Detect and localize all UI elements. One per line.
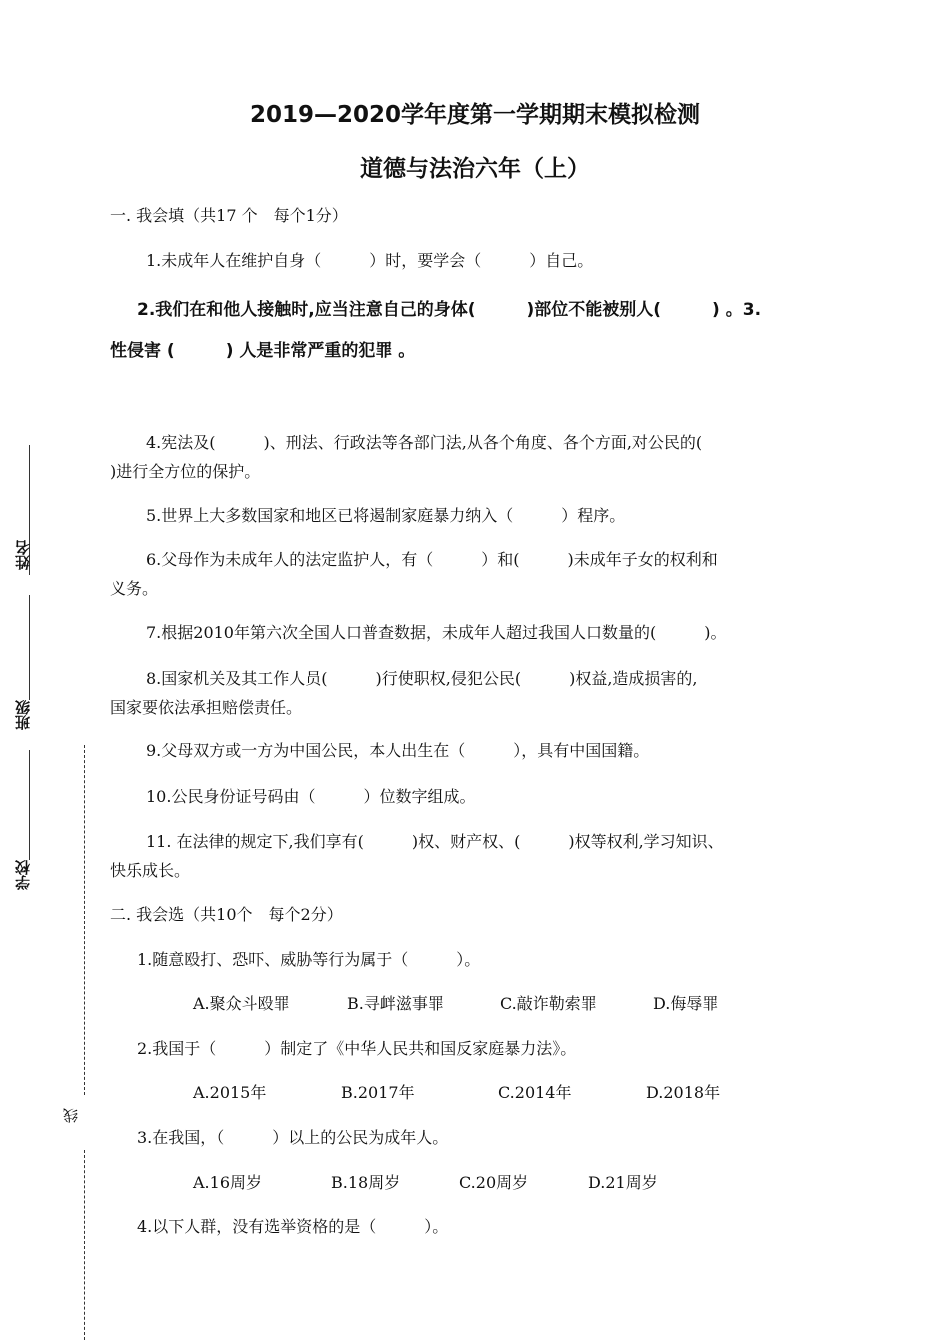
question-1-4-cont: )进行全方位的保护。 (110, 462, 261, 481)
q2-3-option-b: B.18周岁 (331, 1173, 401, 1192)
question-1-1: 1.未成年人在维护自身（ ）时，要学会（ ）自己。 (146, 251, 594, 270)
question-1-6-cont: 义务。 (110, 579, 159, 598)
question-2-2: 2.我国于（ ）制定了《中华人民共和国反家庭暴力法》。 (137, 1039, 577, 1058)
question-2-3: 3.在我国，（ ）以上的公民为成年人。 (137, 1128, 449, 1147)
class-label: 班级 (14, 700, 32, 730)
name-label: 姓名 (14, 540, 32, 570)
section1-heading: 一. 我会填（共17 个 每个1分） (110, 206, 348, 225)
q2-1-option-c: C.敲诈勒索罪 (500, 994, 597, 1013)
question-1-11: 11. 在法律的规定下,我们享有( )权、财产权、( )权等权利,学习知识、 (146, 832, 724, 851)
question-1-6: 6.父母作为未成年人的法定监护人，有（ ）和( )未成年子女的权利和 (146, 550, 718, 569)
class-rule (29, 595, 30, 700)
question-1-8-cont: 国家要依法承担赔偿责任。 (110, 698, 303, 717)
q2-2-option-d: D.2018年 (646, 1083, 721, 1102)
section2-heading: 二. 我会选（共10个 每个2分） (110, 905, 343, 924)
school-rule (29, 750, 30, 860)
cut-line-lower (84, 1150, 85, 1340)
question-1-2: 2.我们在和他人接触时,应当注意自己的身体( )部位不能被别人( ) 。3. (137, 300, 762, 320)
question-1-3: 性侵害 ( ) 人是非常严重的犯罪 。 (110, 341, 416, 361)
question-1-8: 8.国家机关及其工作人员( )行使职权,侵犯公民( )权益,造成损害的, (146, 669, 698, 688)
question-2-1: 1.随意殴打、恐吓、威胁等行为属于（ ）。 (137, 950, 481, 969)
question-1-4: 4.宪法及( )、刑法、行政法等各部门法,从各个角度、各个方面,对公民的( (146, 433, 703, 452)
cut-line-char: 线 (62, 1108, 80, 1123)
question-1-11-cont: 快乐成长。 (110, 861, 191, 880)
cut-line-upper (84, 745, 85, 1095)
question-1-5: 5.世界上大多数国家和地区已将遏制家庭暴力纳入（ ）程序。 (146, 506, 626, 525)
question-1-9: 9.父母双方或一方为中国公民，本人出生在（ ），具有中国国籍。 (146, 741, 650, 760)
q2-3-option-c: C.20周岁 (459, 1173, 529, 1192)
q2-2-option-a: A.2015年 (193, 1083, 267, 1102)
q2-1-option-d: D.侮辱罪 (653, 994, 719, 1013)
q2-1-option-a: A.聚众斗殴罪 (193, 994, 290, 1013)
question-2-4: 4.以下人群，没有选举资格的是（ ）。 (137, 1217, 449, 1236)
q2-3-option-d: D.21周岁 (588, 1173, 658, 1192)
school-label: 学校 (14, 860, 32, 890)
page-subtitle: 道德与法治六年（上） (360, 156, 590, 182)
q2-2-option-b: B.2017年 (341, 1083, 415, 1102)
q2-3-option-a: A.16周岁 (193, 1173, 263, 1192)
question-1-7: 7.根据2010年第六次全国人口普查数据，未成年人超过我国人口数量的( )。 (146, 623, 727, 642)
page-title: 2019—2020学年度第一学期期末模拟检测 (249, 102, 701, 128)
q2-1-option-b: B.寻衅滋事罪 (347, 994, 444, 1013)
q2-2-option-c: C.2014年 (498, 1083, 572, 1102)
question-1-10: 10.公民身份证号码由（ ）位数字组成。 (146, 787, 476, 806)
